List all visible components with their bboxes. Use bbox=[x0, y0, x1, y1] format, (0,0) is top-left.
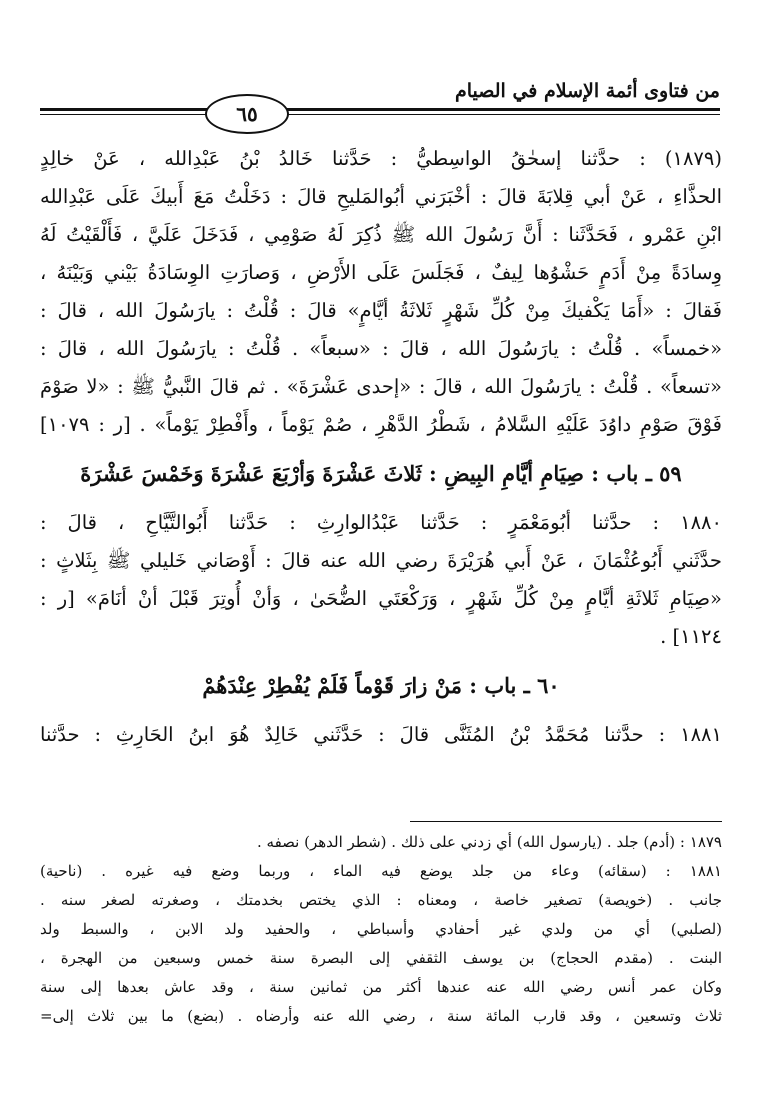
footnote-line: ١٨٧٩ : (أدم) جلد . (يارسول الله) أي زدني على ذلك . (شطر الدهر) نصفه . bbox=[256, 833, 722, 851]
text-line: حدَّثَني أَبُوعُثْمَانَ ، عَنْ أَبي هُرَيْرَةَ رضي الله عنه قالَ : أَوْصَاني خَليلي ﷺ بِثَلاثٍ : bbox=[40, 549, 722, 572]
text-line: وِسادَةً مِنْ أَدَمٍ حَشْوُها لِيفٌ ، فَجَلَسَ عَلَى الأَرْضِ ، وَصارَتِ الوِسَادَةُ بَيْني وَبَيْنَهُ ، bbox=[40, 261, 722, 284]
footnote-line: البنت . (مقدم الحجاج) بن يوسف الثقفي إلى البصرة سنة خمس وسبعين من الهجرة ، bbox=[40, 949, 722, 967]
text-line: فَوْقَ صَوْمِ داوُدَ عَلَيْهِ السَّلامُ ، شَطْرُ الدَّهْرِ ، صُمْ يَوْماً ، وأَفْطِرْ يَوْماً» . [ر : ١٠٧٩] bbox=[40, 413, 722, 436]
text-line: فَقالَ : «أَمَا يَكْفيكَ مِنْ كُلِّ شَهْرٍ ثَلاثَةُ أيَّامٍ» قالَ : قُلْتُ : يارَسُولَ الله ، قالَ : bbox=[40, 299, 722, 322]
footnotes bbox=[40, 828, 722, 1031]
text-line: (١٨٧٩) : حدَّثنا إسحٰقُ الواسِطيُّ : حَدَّثنا خَالدُ بْنُ عَبْدِالله ، عَنْ خالِدٍ bbox=[40, 147, 722, 170]
chapter-heading-60: ٦٠ ـ باب : مَنْ زارَ قَوْماً فَلَمْ يُفْطِرْ عِنْدَهُمْ bbox=[202, 673, 560, 698]
text-line: «خمساً» . قُلْتُ : يارَسُولَ الله ، قالَ : «سبعاً» . قُلْتُ : يارَسُولَ الله ، قالَ : bbox=[40, 337, 722, 360]
page-header bbox=[40, 80, 720, 126]
footnote-line: (لصلبي) أي من ولدي غير أحفادي وأسباطي ، والحفيد ولد الابن ، والسبط ولد bbox=[40, 920, 722, 938]
text-line: ١٨٨١ : حدَّثنا مُحَمَّدُ بْنُ المُثَنَّى قالَ : حَدَّثَني خَالِدٌ هُوَ ابنُ الحَارِثِ : حدَّثنا bbox=[40, 723, 722, 746]
footnote-line: جانب . (خويصة) تصغير خاصة ، ومعناه : الذي يختص بخدمتك ، وصغرته لصغر سنه . bbox=[40, 891, 722, 909]
text-line: «صِيَامِ ثَلاثَةِ أيَّامٍ مِنْ كُلِّ شَهْرٍ ، وَرَكْعَتَي الضُّحَىٰ ، وَأنْ أُوتِرَ قَبْلَ أنْ أنَامَ» [ر : bbox=[40, 587, 722, 610]
footnote-line: وكان عمر أنس رضي الله عنه عندها أكثر من ثمانين سنة ، وقد عاش بعدها إلى سنة bbox=[40, 978, 722, 996]
header-rule-thin bbox=[40, 114, 720, 115]
running-title: من فتاوى أئمة الإسلام في الصيام bbox=[455, 80, 720, 102]
page-number: ٦٥ bbox=[205, 94, 289, 134]
text-line: ١١٢٤] . bbox=[660, 625, 722, 648]
chapter-heading-59: ٥٩ ـ باب : صِيَامِ أيَّامِ البِيضِ : ثَلاثَ عَشْرَةَ وَأرْبَعَ عَشْرَةَ وَخَمْسَ عَشْرَةَ bbox=[80, 461, 682, 486]
text-line: الحذَّاءِ ، عَنْ أبي قِلابَةَ قالَ : أخْبَرَني أبُوالمَليحِ قالَ : دَخَلْتُ مَعَ أَبيكَ عَلَى عَبْدِالله bbox=[40, 185, 722, 208]
main-text bbox=[40, 140, 722, 754]
text-line: ابْنِ عَمْرو ، فَحَدَّثَنا : أَنَّ رَسُولَ الله ﷺ ذُكِرَ لَهُ صَوْمِي ، فَدَخَلَ عَلَيَّ ، فَأَلْقَيْتُ لَهُ bbox=[40, 223, 722, 246]
footnote-line: ١٨٨١ : (سقائه) وعاء من جلد يوضع فيه الماء ، وربما وضع فيه غيره . (ناحية) bbox=[40, 862, 722, 880]
footnote-line: ثلاث وتسعين ، وقد قارب المائة سنة ، رضي الله عنه وأرضاه . (بضع) ما بين ثلاث إلى= bbox=[40, 1007, 722, 1025]
footnote-divider bbox=[410, 821, 722, 822]
text-line: ١٨٨٠ : حدَّثنا أبُومَعْمَرٍ : حَدَّثنا عَبْدُالوارِثِ : حَدَّثنا أَبُوالتَّيَّاحِ ، قالَ : bbox=[40, 511, 722, 534]
header-rule-thick bbox=[40, 108, 720, 111]
text-line: «تسعاً» . قُلْتُ : يارَسُولَ الله ، قالَ : «إحدى عَشْرَةَ» . ثم قالَ النَّبيُّ ﷺ : «لا صَوْمَ bbox=[40, 375, 722, 398]
